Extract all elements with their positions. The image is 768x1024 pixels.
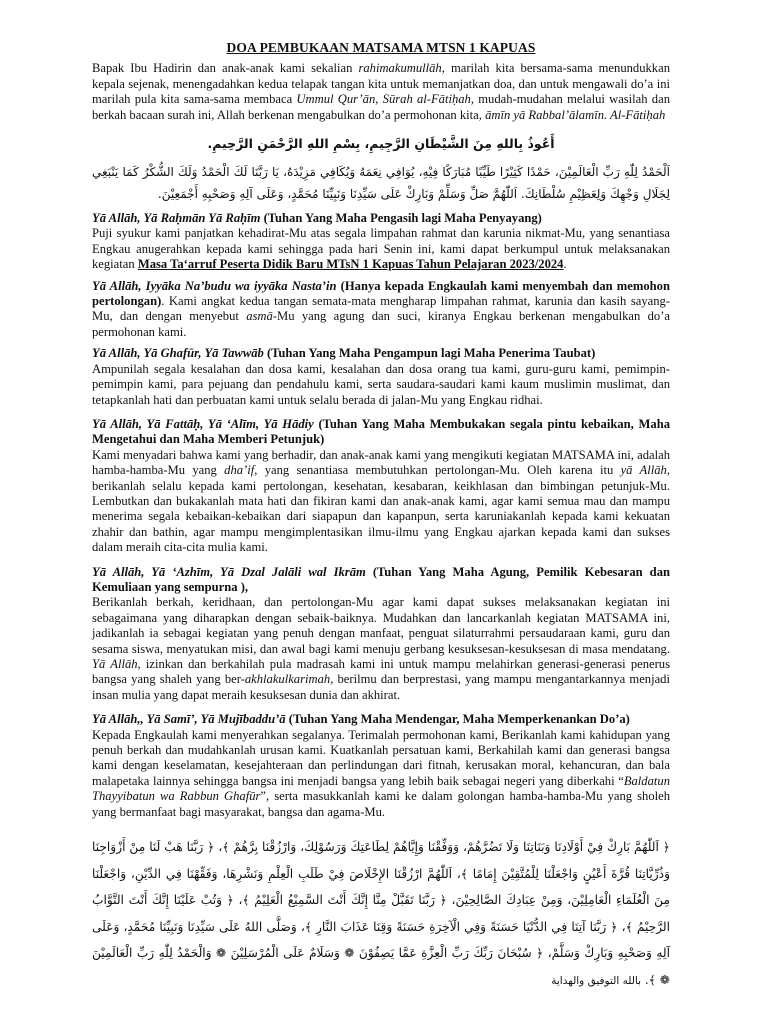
document-title: DOA PEMBUKAAN MATSAMA MTSN 1 KAPUAS (226, 40, 536, 55)
section-heading-azhim: Yā Allāh, Yā ‘Azhīm, Yā Dzal Jalāli wal Ikrām (Tuhan Yang Maha Agung, Pemilik Kebesaran dan Kemuliaan yang sempurna ), (92, 564, 670, 594)
section-body-azhim: Berikanlah berkah, keridhaan, dan pertolongan-Mu agar kami dapat sukses melaksanakan kegiatan ini sebagaimana yang diharapkan dengan sebaik-baiknya. Mudahkan dan lancarkanlah kegiatan MATSAMA ini, jadikanlah ia sebagai kegiatan yang penuh dengan manfaat, penguat silaturrahmi persaudaraan kami, guru dan sesama siswa, menyatukan misi, dan awal bagi kami menuju gerbang kesuksesan-kesuksesan di masa mendatang. Yā Allāh, izinkan dan berkahilah pula madrasah kami ini untuk mampu melahirkan generasi-generasi penerus bangsa yang shaleh yang ber-akhlakulkarimah, berilmu dan berprestasi, yang mampu mengantarkannya menjadi insan mulia yang dapat meraih kesuksesan dunia dan akhirat. (92, 595, 671, 702)
section-heading-rahman: Yā Allāh, Yā Raḥmān Yā Raḥīm (Tuhan Yang Maha Pengasih lagi Maha Penyayang) (92, 211, 542, 226)
document-page (92, 40, 670, 994)
section-body-sami: Kepada Engkaulah kami menyerahkan segalanya. Terimalah permohonan kami, Berikanlah kami kahidupan yang penuh berkah dan mudahkanlah urusan kami. Kuatkanlah persatuan kami, Berkahilah kami dan generasi bangsa kami dengan keselamatan, kesejahteraan dan perlindungan dari fitnah, kerusakan moral, kehancuran, dan bala malapetaka lainnya sehingga bangsa ini menjadi bangsa yang lebih baik sebagai negeri yang diberkahi “Baldatun Thayyibatun wa Rabbun Ghafūr”, serta masukkanlah kami ke dalam golongan hamba-hamba-Mu yang sholeh yang bermanfaat bagi masyarakat, bangsa dan agama-Mu. (92, 727, 670, 819)
section-heading-fattah: Yā Allāh, Yā Fattāḥ, Yā ‘Alīm, Yā Hādiy (Tuhan Yang Maha Membukakan segala pintu kebaikan, Maha Mengetahui dan Maha Memberi Petunjuk) (92, 416, 671, 447)
section-iyyaka: Yā Allāh, Iyyāka Na’budu wa iyyāka Nasta’in (Hanya kepada Engkaulah kami menyembah dan memohon pertolongan). Kami angkat kedua tangan semata-mata mengharap limpahan rahmat, karunia dan kasih sayang-Mu, dan dengan menyebut asmā-Mu yang agung dan suci, kiranya Engkau berkenan mengabulkan do’a permohonan kami. (92, 278, 670, 339)
section-body-rahman: Puji syukur kami panjatkan kehadirat-Mu atas segala limpahan rahmat dan karunia nikmat-Mu, yang senantiasa Engkau anugerahkan kepada kami sehingga pada hari Senin ini, kami dapat berkumpul untuk melaksanakan kegiatan Masa Ta‘arruf Peserta Didik Baru MTsN 1 Kapuas Tahun Pelajaran 2023/2024. (92, 226, 670, 272)
section-body-ghafur: Ampunilah segala kesalahan dan dosa kami, kesalahan dan dosa orang tua kami, guru-guru kami, pemimpin-pemimpin kami, para pejuang dan pendahulu kami, serta saudara-saudari kami kaum muslimin muslimat, dan tetapkanlah hati dan perbuatan kami untuk selalu berada di jalan-Mu yang Engkau ridhai. (92, 361, 670, 407)
section-heading-ghafur: Yā Allāh, Yā Ghafūr, Yā Tawwāb (Tuhan Yang Maha Pengampun lagi Maha Penerima Taubat) (92, 346, 596, 361)
section-body-fattah: Kami menyadari bahwa kami yang berhadir, dan anak-anak kami yang mengikuti kegiatan MATSAMA ini, adalah hamba-hamba-Mu yang dha’if, yang senantiasa membutuhkan pertolongan-Mu. Oleh karena itu yā Allāh, berikanlah selalu kepada kami pertolongan, kesehatan, kesabaran, keikhlasan dan bimbingan petunjuk-Mu. Lembutkan dan bukakanlah mata hati dan fikiran kami dan anak-anak kami, agar kami semua mau dan mampu menerima segala kebaikan-kebaikan dari siapapun dan kapanpun, serta karuniakanlah kepada kami kekuatan zhahir dan bathin, agar mampu mengimplentasikan ilmu-ilmu yang Engkau ajarkan kepada kami dan sukses dalam meraih cita-cita mulia kami. (92, 447, 670, 555)
arabic-closing-prayer: ﴿ اَللّٰهُمَّ بَارِكْ فِيْ أَوْلَادِنَا وَبَنَاتِنَا وَلَا تَضُرَّهُمْ، وَوَفِّقْنَا وَإِيَّاهُمْ لِطَاعَتِكَ وَرَسُوْلِكَ، وَارْزُقْنَا بِرَّهُمْ ﴾، ﴿ رَبَّنَا هَبْ لَنَا مِنْ أَزْوَاجِنَا وَذُرِّيَّاتِنَا قُرَّةَ أَعْيُنٍ وَاجْعَلْنَا لِلْمُتَّقِيْنَ إِمَامًا ﴾، اَللّٰهُمَّ ارْزُقْنَا الإِخْلَاصَ فِيْ طَلَبِ الْعِلْمِ وَنَشْرِهَا، وَفَقِّهْنَا فِي الدِّيْنِ، وَاجْعَلْنَا مِنَ الْعُلَمَاءِ الْعَامِلِيْنَ، وَمِنْ عِبَادِكَ الصَّالِحِيْنَ، ﴿ رَبَّنَا تَقَبَّلْ مِنَّا إِنَّكَ أَنْتَ السَّمِيْعُ الْعَلِيْمُ ﴾، ﴿ وَتُبْ عَلَيْنَا إِنَّكَ أَنْتَ التَّوَّابُ الرَّحِيْمُ ﴾، ﴿ رَبَّنَا آتِنَا فِي الدُّنْيَا حَسَنَةً وَفِي الْآخِرَةِ حَسَنَةً وَقِنَا عَذَابَ النَّارِ ﴾، وَصَلَّى اللهُ عَلَى سَيِّدِنَا وَنَبِيِّنَا مُحَمَّدٍ، وَعَلَى آلِهِ وَصَحْبِهِ وَبَارِكْ وَسَلَّمْ، ﴿ سُبْحَانَ رَبِّكَ رَبِّ الْعِزَّةِ عَمَّا يَصِفُوْنَ ❁ وَسَلَامٌ عَلَى الْمُرْسَلِيْنَ ❁ وَالْحَمْدُ لِلّٰهِ رَبِّ الْعَالَمِيْنَ ❁ ﴾. بالله التوفيق والهداية (92, 840, 670, 987)
arabic-taawudz-basmalah: أَعُوذُ بِاللهِ مِنَ الشَّيْطَانِ الرَّجِيمِ، بِسْمِ اللهِ الرَّحْمَنِ الرَّحِيمِ. (207, 136, 555, 152)
intro-paragraph: Bapak Ibu Hadirin dan anak-anak kami sekalian rahimakumullāh, marilah kita bersama-sama menundukkan kepala sejenak, menengadahkan kedua telapak tangan kita untuk memanjatkan doa, dan untuk mengawali do’a ini marilah pula kita sama-sama membaca Ummul Qur’ān, Sūrah al-Fātiḥah, mudah-mudahan melalui wasilah dan berkah bacaan surah ini, Allah berkenan mengabulkan do’a permohonan kita, āmīn yā Rabbal’ālamīn. Al-Fātiḥah (92, 61, 670, 122)
section-heading-sami: Yā Allāh,, Yā Samī’, Yā Mujībaddu’ā (Tuhan Yang Maha Mendengar, Maha Memperkenankan Do’a) (92, 712, 630, 727)
arabic-closing-note: بالله التوفيق والهداية (551, 974, 642, 987)
arabic-hamdalah-shalawat: اَلْحَمْدُ لِلّٰهِ رَبِّ الْعَالَمِيْنَ، حَمْدًا كَثِيْرًا طَيِّبًا مُبَارَكًا فِيْهِ، يُوَافِي نِعَمَهُ وَيُكَافِي مَزِيْدَهُ، يَا رَبَّنَا لَكَ الْحَمْدُ وَلَكَ الشُّكْرُ كَمَا يَنْبَغِي لِجَلَالِ وَجْهِكَ وَلِعَظِيْمِ سُلْطَانِكَ. اَللّٰهُمَّ صَلِّ وَسَلِّمْ وَبَارِكْ عَلَى سَيِّدِنَا وَنَبِيِّنَا مُحَمَّدٍ، وَعَلَى آلِهِ وَصَحْبِهِ أَجْمَعِيْنَ. (92, 165, 670, 202)
